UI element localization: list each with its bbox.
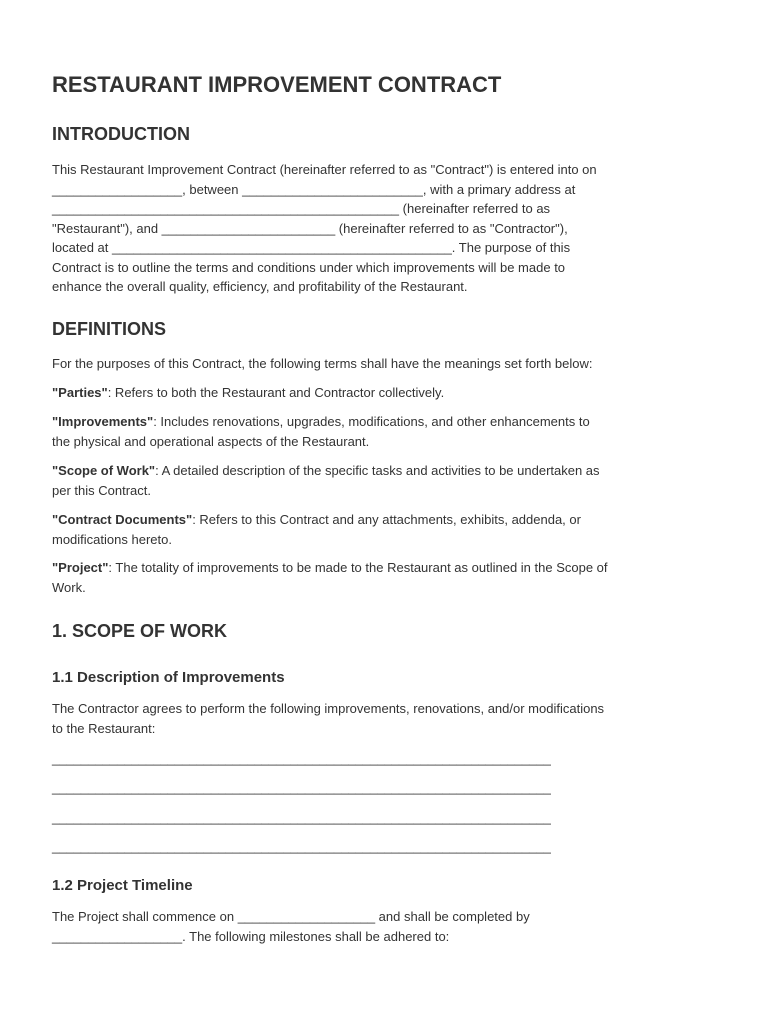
introduction-line: __________________, between _________________________, with a primary address at [52, 181, 576, 197]
introduction-paragraph [52, 160, 597, 297]
improvement-blank-line: _____________________________________________________________________ [52, 810, 551, 825]
timeline-line: The Project shall commence on ___________________ and shall be completed by [52, 909, 530, 924]
scope-of-work-heading: 1. SCOPE OF WORK [52, 621, 228, 641]
introduction-line: Contract is to outline the terms and conditions under which improvements will be made to [52, 259, 566, 275]
introduction-heading: INTRODUCTION [52, 124, 190, 144]
description-heading: 1.1 Description of Improvements [52, 669, 285, 686]
definition-text: : Includes renovations, upgrades, modifications, and other enhancements to [153, 414, 590, 429]
introduction-line: "Restaurant"), and ________________________ (hereinafter referred to as "Contractor"), [52, 220, 568, 236]
timeline-paragraph [52, 907, 530, 946]
definition-parties [52, 383, 444, 403]
definition-term: "Project" [52, 560, 109, 575]
definition-line: per this Contract. [52, 482, 151, 498]
definition-term: "Improvements" [52, 414, 154, 429]
timeline-line: __________________. The following milestones shall be adhered to: [52, 928, 450, 944]
definition-project [52, 558, 608, 597]
description-line: to the Restaurant: [52, 720, 156, 736]
definition-line [52, 412, 590, 432]
definition-line [52, 461, 600, 481]
definition-line [52, 510, 581, 530]
definition-term: "Scope of Work" [52, 463, 156, 478]
description-paragraph [52, 699, 604, 738]
definition-term: "Parties" [52, 385, 108, 400]
definitions-intro-line: For the purposes of this Contract, the following terms shall have the meanings set forth below: [52, 356, 593, 371]
definition-line: Work. [52, 579, 86, 595]
description-line: The Contractor agrees to perform the following improvements, renovations, and/or modifications [52, 701, 605, 716]
definition-scope-of-work [52, 461, 600, 500]
introduction-line: This Restaurant Improvement Contract (hereinafter referred to as "Contract") is entered into on [52, 162, 597, 177]
definition-contract-documents [52, 510, 581, 549]
definition-line: modifications hereto. [52, 531, 172, 547]
definition-text: : Refers to both the Restaurant and Contractor collectively. [107, 385, 445, 400]
document-title: RESTAURANT IMPROVEMENT CONTRACT [52, 72, 502, 97]
definition-line [52, 558, 608, 578]
definition-text: : The totality of improvements to be made to the Restaurant as outlined in the Scope of [108, 560, 608, 575]
improvement-blank-line: _____________________________________________________________________ [52, 839, 551, 854]
definition-text: : Refers to this Contract and any attachments, exhibits, addenda, or [192, 512, 581, 527]
definitions-intro [52, 354, 593, 374]
definition-line: the physical and operational aspects of the Restaurant. [52, 433, 370, 449]
improvement-blank-line: _____________________________________________________________________ [52, 751, 551, 766]
introduction-line: located at _______________________________________________. The purpose of this [52, 240, 571, 255]
introduction-line: ________________________________________________ (hereinafter referred to as [52, 201, 551, 216]
timeline-heading: 1.2 Project Timeline [52, 877, 193, 894]
definition-term: "Contract Documents" [52, 512, 193, 527]
improvement-blank-line: _____________________________________________________________________ [52, 780, 551, 795]
introduction-line: enhance the overall quality, efficiency, and profitability of the Restaurant. [52, 279, 468, 294]
definition-text: : A detailed description of the specific tasks and activities to be undertaken as [155, 463, 600, 478]
definition-improvements [52, 412, 590, 451]
definition-line [52, 383, 444, 403]
definitions-heading: DEFINITIONS [52, 319, 167, 339]
